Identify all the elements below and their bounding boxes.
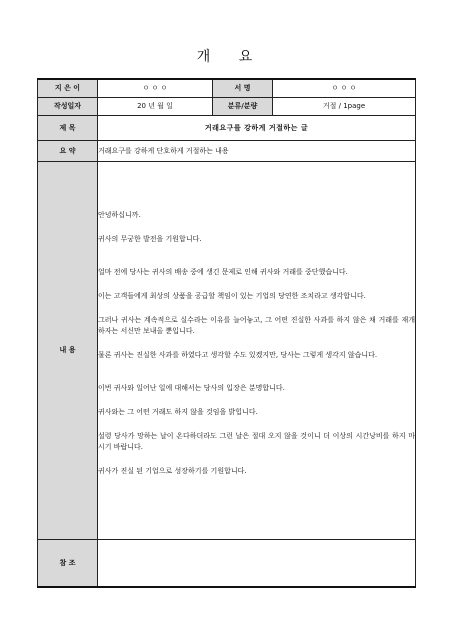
content-paragraph: 귀사와는 그 어떤 거래도 하지 않을 것임을 밝힙니다. bbox=[98, 408, 258, 416]
content-paragraph: 설령 당사가 망하는 날이 온다하더라도 그런 날은 절대 오지 않을 것이니 더 이상의 시간낭비를 하지 마시기 바랍니다. bbox=[98, 432, 415, 451]
category-value: 거절 / 1page bbox=[273, 97, 416, 115]
content-paragraph: 귀사가 진실 된 기업으로 성장하기를 기원합니다. bbox=[98, 467, 247, 475]
content-paragraph: 얼마 전에 당사는 귀사의 배송 중에 생긴 문제로 인해 귀사와 거래를 중단했습니다. bbox=[98, 268, 348, 276]
summary-value: 거래요구를 강하게 단호하게 거절하는 내용 bbox=[98, 140, 416, 161]
subject-value: 거래요구를 강하게 거절하는 글 bbox=[98, 115, 416, 140]
content-paragraph: 이번 귀사와 일어난 일에 대해서는 당사의 입장은 분명합니다. bbox=[98, 384, 285, 392]
content-label: 내 용 bbox=[38, 161, 98, 539]
date-label: 작성일자 bbox=[38, 97, 98, 115]
content-paragraph: 안녕하십니까. bbox=[98, 211, 141, 219]
summary-label: 요 약 bbox=[38, 140, 98, 161]
date-value: 20 년 월 일 bbox=[98, 97, 213, 115]
content-paragraph: 그러나 귀사는 계속적으로 실수라는 이유를 늘어놓고, 그 어떤 진실한 사과를 하지 않은 채 거래를 재개하자는 서신만 보내올 뿐입니다. bbox=[98, 316, 415, 335]
author-label: 지 은 이 bbox=[38, 79, 98, 97]
signer-label: 서 명 bbox=[213, 79, 273, 97]
author-value: ㅇ ㅇ ㅇ bbox=[98, 79, 213, 97]
category-label: 분류/분량 bbox=[213, 97, 273, 115]
document-table bbox=[37, 78, 416, 588]
reference-label: 참 조 bbox=[38, 539, 98, 587]
content-paragraph: 물론 귀사는 진실한 사과를 하였다고 생각할 수도 있겠지만, 당사는 그렇게 생각지 않습니다. bbox=[98, 351, 378, 359]
reference-value bbox=[98, 539, 416, 587]
subject-label: 제 목 bbox=[38, 115, 98, 140]
content-body bbox=[98, 161, 416, 539]
content-paragraph: 이는 고객들에게 최상의 상품을 공급할 책임이 있는 기업의 당연한 조치라고 생각합니다. bbox=[98, 292, 366, 300]
signer-value: ㅇ ㅇ ㅇ bbox=[273, 79, 416, 97]
content-paragraph: 귀사의 무궁한 발전을 기원합니다. bbox=[98, 235, 202, 243]
document-title: 개 요 bbox=[196, 49, 254, 65]
